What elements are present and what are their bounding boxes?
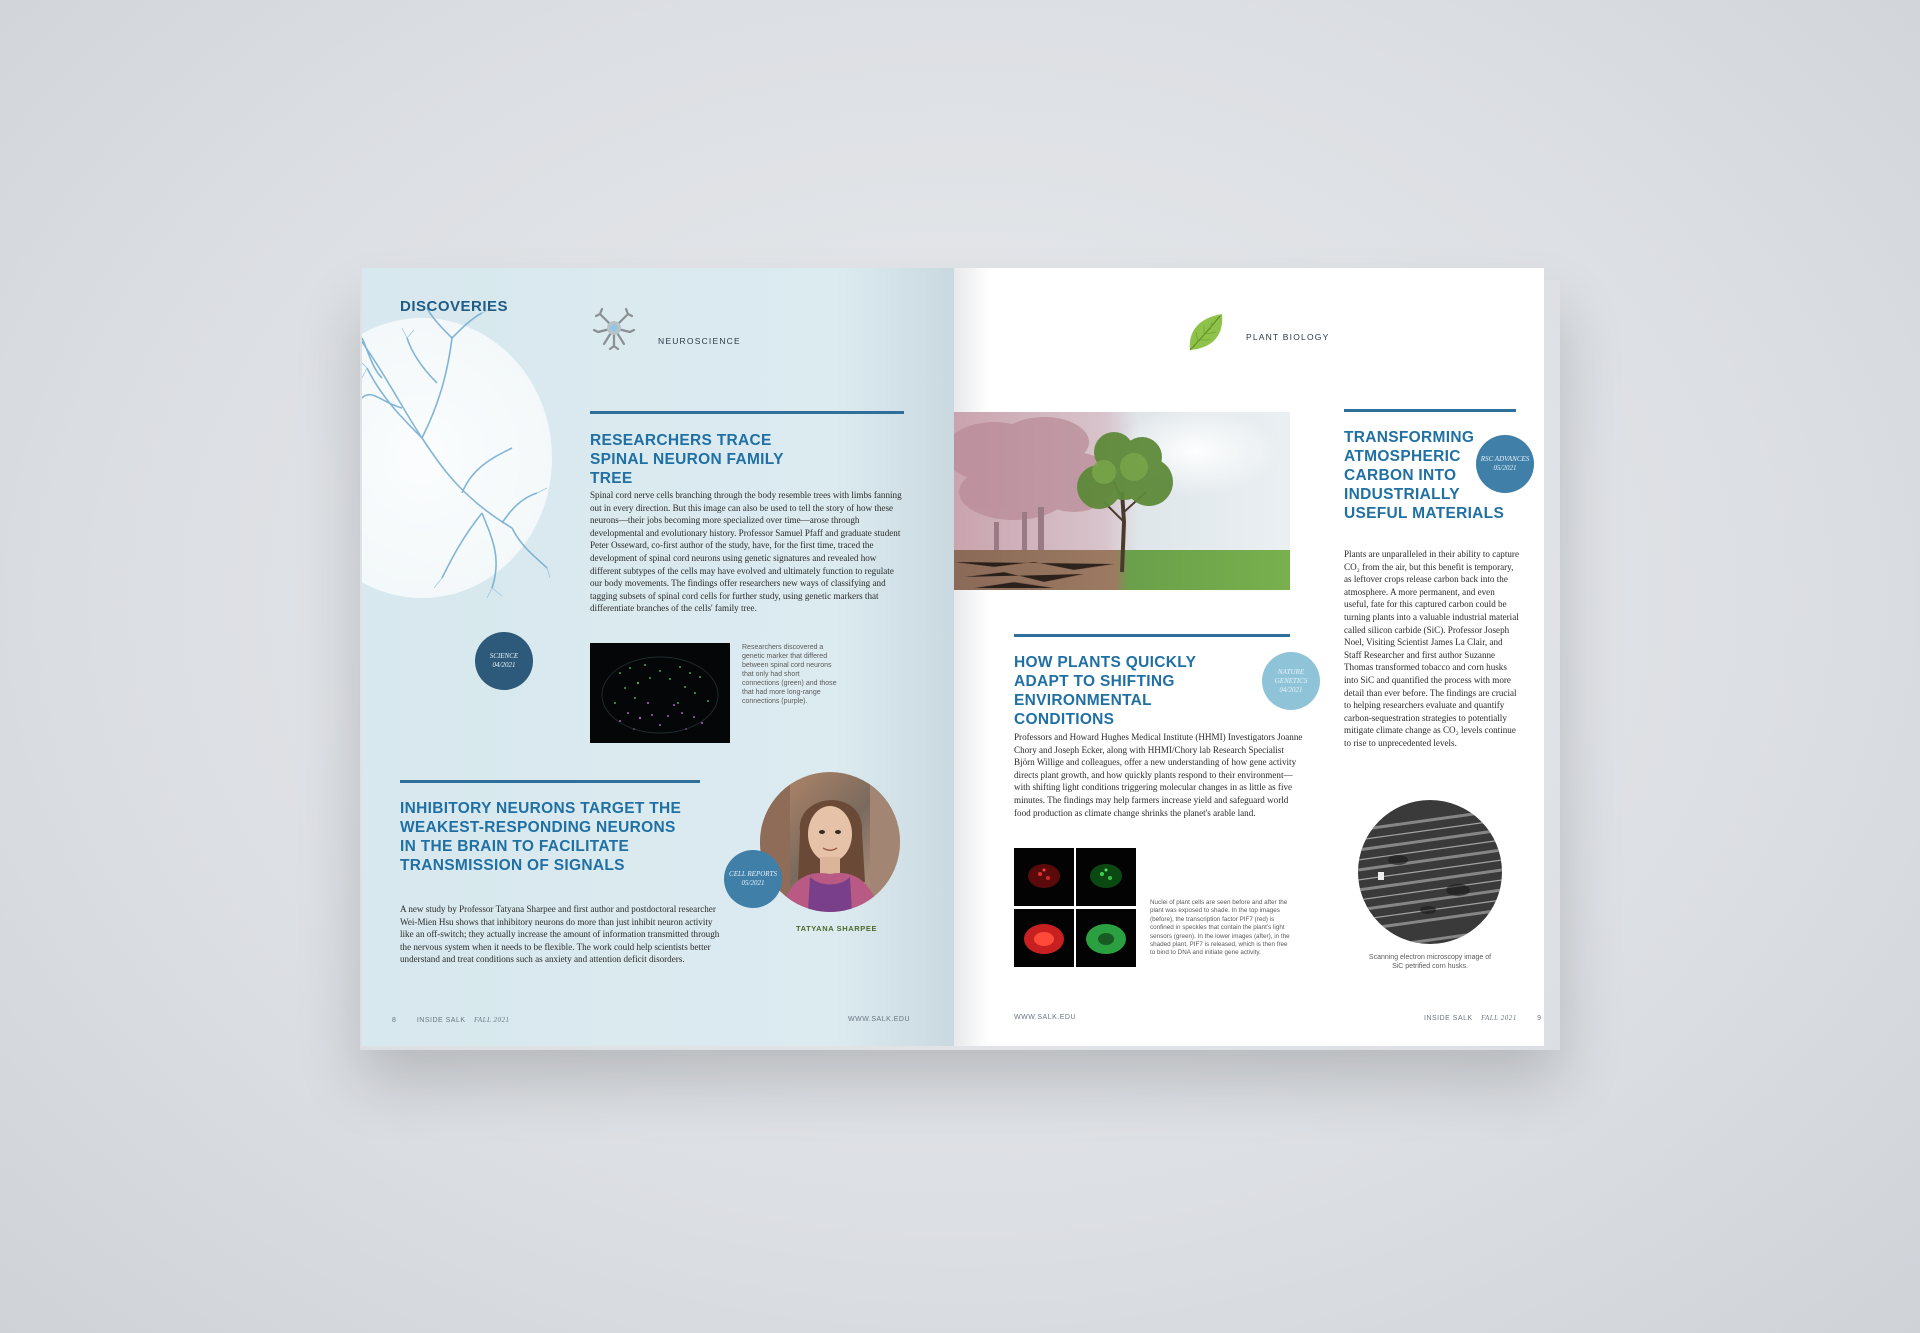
sem-caption: Scanning electron microscopy image of SiC petrified corn husks. [1368,954,1492,970]
article-headline: RESEARCHERS TRACE SPINAL NEURON FAMILY TREE [590,432,784,487]
journal-badge [475,632,533,690]
page-number: 9 [1537,1015,1542,1022]
right-page [954,268,1544,1046]
journal-badge [724,850,782,908]
article-rule [400,780,700,783]
portrait-caption: TATYANA SHARPEE [796,924,878,933]
sem-micrograph [1358,800,1502,944]
micrograph-caption: Researchers discovered a genetic marker that differed between spinal cord neurons that only had short connections (green) and those that had more long-range connections (purple). [742,644,837,705]
badge-journal: SCIENCE [489,652,519,660]
journal-badge [1476,435,1534,493]
nuclei-image-red-after [1014,909,1074,967]
issue-label: FALL 2021 [474,1016,510,1024]
article-headline: TRANSFORMING ATMOSPHERIC CARBON INTO INDUSTRIALLY USEFUL MATERIALS [1344,429,1505,522]
neuron-icon [592,306,636,350]
section-label: DISCOVERIES [400,298,509,315]
category-label: NEUROSCIENCE [658,336,741,346]
badge-date: 05/2021 [1493,464,1517,472]
article-headline: HOW PLANTS QUICKLY ADAPT TO SHIFTING ENVIRONMENTAL CONDITIONS [1014,654,1196,728]
website-url: WWW.SALK.EDU [1014,1014,1077,1021]
journal-badge [1262,652,1320,710]
article-body: Plants are unparalleled in their ability to capture CO₂ from the air, but this benefit is temporary, as leftover crops release carbon back into the atmosphere. A more permanent, and even useful, fate for this captured carbon could be turning plants into a valuable industrial material called silicon carbide (SiC). Professor Joseph Noel, Visiting Scientist James La Clair, and Staff Researcher and first author Suzanne Thomas transformed tobacco and corn husks into SiC and quantified the process with more detail than ever before. The findings are crucial to helping researchers evaluate and quantify carbon-sequestration strategies to potentially mitigate climate change as CO₂ levels continue to rise to unprecedented levels. [1344,549,1519,748]
badge-journal: CELL REPORTS [729,870,777,878]
badge-journal: NATURE GENETICS [1274,667,1308,685]
publication-name: INSIDE SALK [416,1017,466,1024]
article-rule [590,411,904,414]
climate-photo [954,412,1290,590]
category-label: PLANT BIOLOGY [1246,332,1330,342]
nuclei-image-green-after [1076,909,1136,967]
page-footer [392,1016,510,1024]
badge-date: 04/2021 [1279,685,1303,694]
publication-name: INSIDE SALK [1424,1015,1473,1022]
article-rule [1344,409,1516,412]
nuclei-image-green-before [1076,848,1136,906]
page-footer [1424,1014,1542,1022]
article-body: Professors and Howard Hughes Medical Institute (HHMI) Investigators Joanne Chory and Joseph Ecker, along with HHMI/Chory lab Research Specialist Björn Willige and colleagues, offer a new understanding of how gene activity directs plant growth, and how quickly plants respond to their environment—with shifting light conditions triggering molecular changes in as little as five minutes. The findings may help farmers increase yield and safeguard world food production as climate change shrinks the planet's arable land. [1014,732,1303,818]
nuclei-image-red-before [1014,848,1074,906]
article-body: Spinal cord nerve cells branching through the body resemble trees with limbs fanning out in every direction. But this image can also be used to tell the story of how these neurons—their jobs becoming more specialized over time—arose through developmental and evolutionary history. Professor Samuel Pfaff and graduate student Peter Osseward, co-first author of the study, have, for the first time, traced the development of spinal cord neurons using genetic signatures and revealed how different subtypes of the cells may have evolved and ultimately function to regulate our body movements. The findings offer researchers new ways of classifying and tagging subsets of spinal cord cells for further study, using genetic markers that differentiate branches of the cells' family tree. [590,490,902,614]
portrait-photo [760,772,900,912]
page-number: 8 [392,1017,397,1024]
leaf-icon [1184,310,1228,354]
article-headline: INHIBITORY NEURONS TARGET THE WEAKEST-RESPONDING NEURONS IN THE BRAIN TO FACILITATE TRANSMISSION OF SIGNALS [400,800,682,874]
issue-label: FALL 2021 [1481,1014,1517,1022]
badge-journal: RSC ADVANCES [1480,455,1530,463]
neuron-tree-illustration [362,308,552,608]
website-url: WWW.SALK.EDU [848,1016,911,1023]
badge-date: 05/2021 [741,879,765,887]
left-page [362,268,954,1046]
article-rule [1014,634,1290,637]
article-body: A new study by Professor Tatyana Sharpee and first author and postdoctoral researcher Wei-Mien Hsu shows that inhibitory neurons do more than just inhibit neuron activity like an off-switch; they actually increase the amount of information transmitted through the nervous system when it needs to be flexible. The work could help scientists better understand and treat conditions such as anxiety and attention deficit disorders. [400,904,720,965]
badge-date: 04/2021 [492,661,516,669]
nuclei-caption: Nuclei of plant cells are seen before and after the plant was exposed to shade. In the top images (before), the transcription factor PIF7 (red) is confined in speckles that contain the plant's light sensors (green). In the lower images (after), in the shaded plant, PIF7 is released, which is then free to bind to DNA and initiate gene activity. [1150,899,1290,957]
spinal-cord-micrograph [590,643,730,743]
